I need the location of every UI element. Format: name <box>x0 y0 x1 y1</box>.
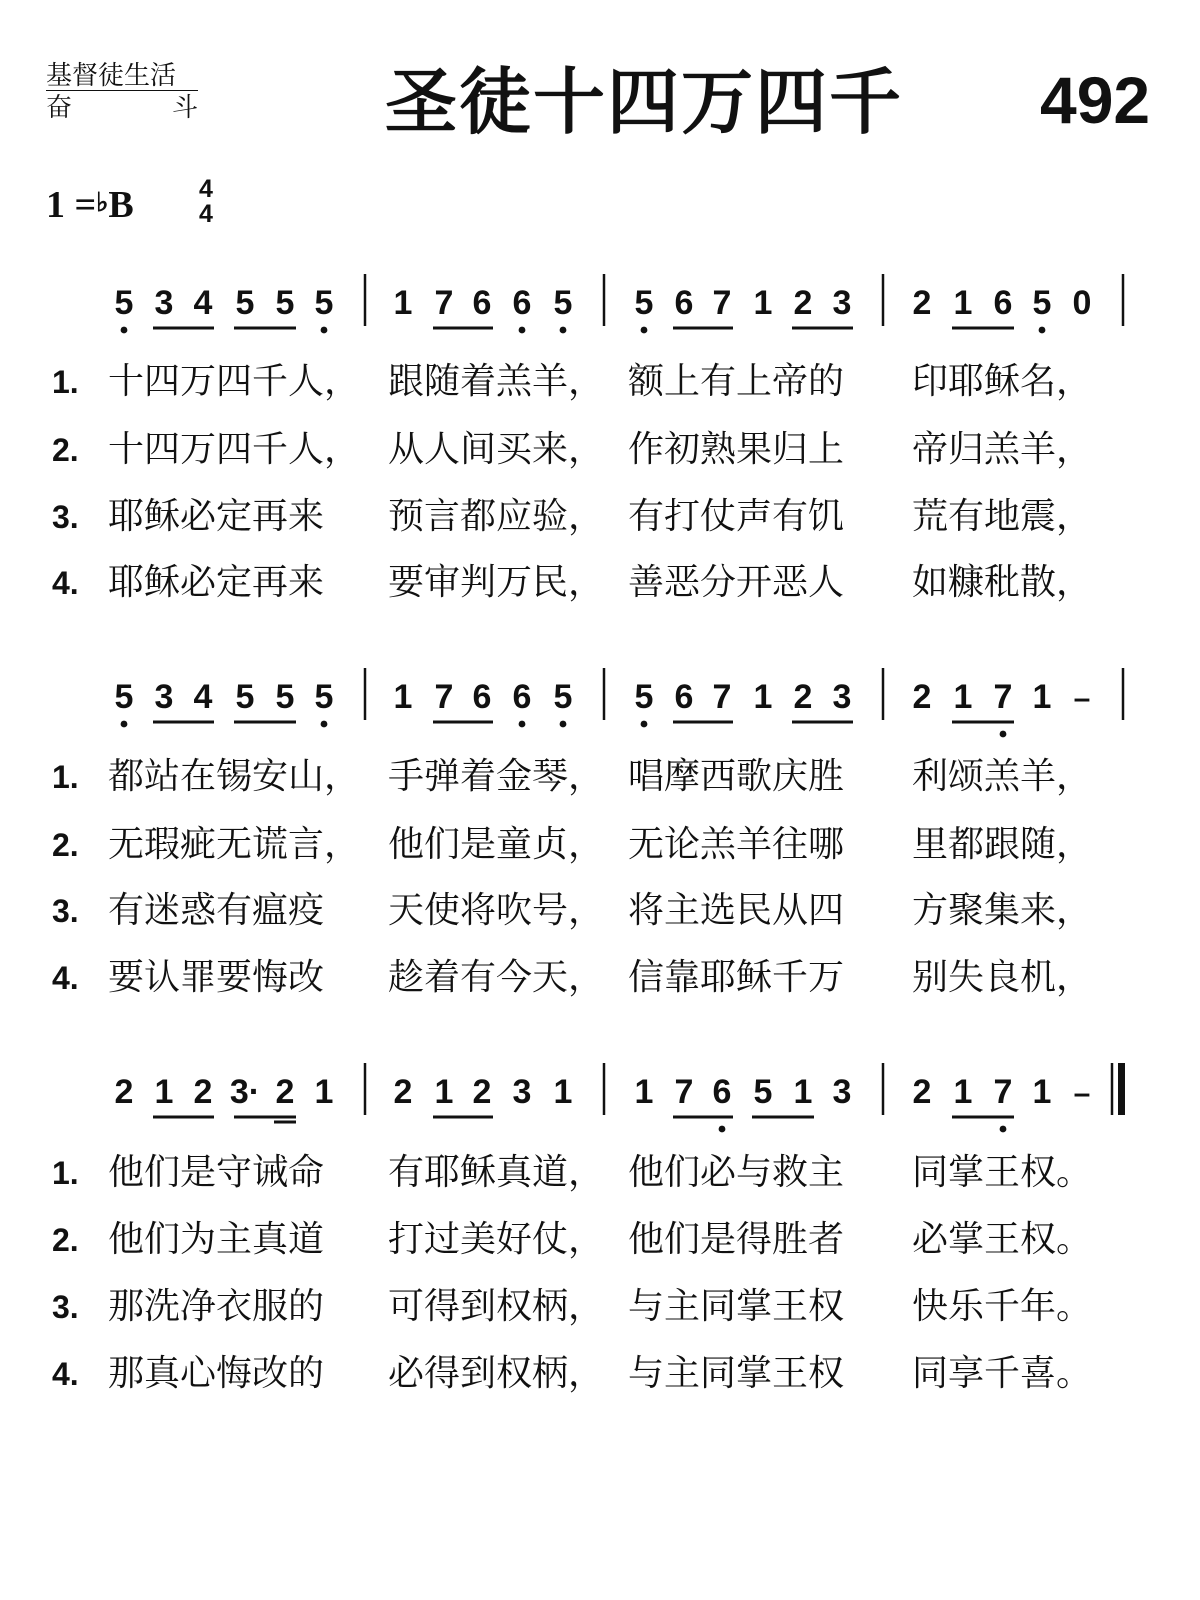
key-prefix: 1 = <box>46 184 97 226</box>
lyric-segment: 与主同掌王权 <box>628 1286 845 1327</box>
lyric-segment: 打过美好仗， <box>388 1219 605 1260</box>
verse-line-s3-v2 <box>52 1215 1172 1265</box>
note: 3 <box>512 1073 532 1111</box>
lyric-segment: 善恶分开恶人 <box>628 562 845 603</box>
note: 5 <box>275 678 295 716</box>
octave-dot <box>719 1126 726 1133</box>
sustain-dash: – <box>1073 1077 1091 1110</box>
lyric-segment: 无论羔羊往哪 <box>628 824 845 865</box>
lyric-segment: 那真心悔改的 <box>108 1353 325 1394</box>
note: 1 <box>314 1073 334 1111</box>
key-signature <box>46 183 134 231</box>
note: 1 <box>553 1073 573 1111</box>
sustain-dash: – <box>1073 682 1091 715</box>
note: 2 <box>912 284 932 322</box>
note: 5 <box>114 284 134 322</box>
lyric-segment: 都站在锡安山， <box>108 756 361 797</box>
lyric-segment: 十四万四千人， <box>108 361 361 402</box>
lyric-segment: 快乐千年。 <box>912 1286 1093 1327</box>
octave-dot <box>1000 731 1007 738</box>
note: 6 <box>674 284 694 322</box>
lyric-segment: 十四万四千人， <box>108 429 361 470</box>
notation-system-1 <box>0 268 1200 358</box>
hymn-title: 圣徒十四万四千 <box>385 60 904 144</box>
verse-number: 3. <box>52 1289 79 1325</box>
note: 6 <box>674 678 694 716</box>
note: 5 <box>753 1073 773 1111</box>
verse-number: 1. <box>52 364 79 400</box>
note: 2 <box>793 284 813 322</box>
note: 4 <box>193 678 213 716</box>
lyric-segment: 跟随着羔羊， <box>388 361 605 402</box>
note: 1 <box>393 678 413 716</box>
note: 7 <box>993 678 1013 716</box>
note: 1 <box>634 1073 654 1111</box>
note: 5 <box>114 678 134 716</box>
note: 2 <box>393 1073 413 1111</box>
note: 7 <box>712 284 732 322</box>
lyric-segment: 他们必与救主 <box>628 1152 845 1193</box>
note: 6 <box>712 1073 732 1111</box>
notation-staff-3 <box>0 1057 1200 1147</box>
verse-number: 2. <box>52 827 79 863</box>
note: 5 <box>275 284 295 322</box>
category-label: 基督徒生活 <box>46 62 198 91</box>
lyric-segment: 他们是得胜者 <box>628 1219 845 1260</box>
lyric-segment: 趁着有今天， <box>388 957 605 998</box>
time-signature-top: 4 <box>199 175 213 203</box>
note: 2 <box>472 1073 492 1111</box>
verse-number: 4. <box>52 565 79 601</box>
octave-dot <box>321 327 328 334</box>
note: 2 <box>912 678 932 716</box>
lyric-segment: 他们为主真道 <box>108 1219 325 1260</box>
lyric-segment: 他们是童贞， <box>388 824 605 865</box>
lyric-segment: 别失良机， <box>912 957 1093 998</box>
octave-dot <box>1000 1126 1007 1133</box>
lyric-segment: 同掌王权。 <box>912 1152 1093 1193</box>
lyric-segment: 利颂羔羊， <box>912 756 1093 797</box>
key-note: B <box>108 184 134 226</box>
note: 1 <box>753 678 773 716</box>
lyric-segment: 天使将吹号， <box>388 890 605 931</box>
lyric-segment: 将主选民从四 <box>628 890 845 931</box>
note: 3 <box>154 678 174 716</box>
lyric-segment: 方聚集来， <box>912 890 1093 931</box>
verse-line-s3-v4 <box>52 1349 1172 1399</box>
verse-number: 1. <box>52 759 79 795</box>
note: 2 <box>114 1073 134 1111</box>
verse-number: 4. <box>52 1356 79 1392</box>
lyric-segment: 耶稣必定再来 <box>108 562 325 603</box>
lyric-segment: 有打仗声有饥 <box>628 496 845 537</box>
lyric-segment: 印耶稣名， <box>912 361 1093 402</box>
verse-number: 3. <box>52 893 79 929</box>
lyric-segment: 有耶稣真道， <box>388 1152 605 1193</box>
lyric-segment: 可得到权柄， <box>388 1286 605 1327</box>
verse-number: 3. <box>52 499 79 535</box>
verse-line-s1-v1 <box>52 357 1172 407</box>
lyric-segment: 同享千喜。 <box>912 1353 1093 1394</box>
octave-dot <box>1039 327 1046 334</box>
note: 5 <box>314 678 334 716</box>
lyric-segment: 那洗净衣服的 <box>108 1286 325 1327</box>
note: 5 <box>235 678 255 716</box>
lyric-segment: 如糠秕散， <box>912 562 1093 603</box>
verse-line-s2-v2 <box>52 820 1172 870</box>
lyric-segment: 耶稣必定再来 <box>108 496 325 537</box>
lyric-segment: 唱摩西歌庆胜 <box>628 756 845 797</box>
note: 1 <box>793 1073 813 1111</box>
note: 5 <box>1032 284 1052 322</box>
octave-dot <box>321 721 328 728</box>
octave-dot <box>519 721 526 728</box>
note: 5 <box>553 678 573 716</box>
note: 2 <box>793 678 813 716</box>
lyric-segment: 里都跟随， <box>912 824 1093 865</box>
verse-line-s3-v3 <box>52 1282 1172 1332</box>
note: 6 <box>993 284 1013 322</box>
note: 6 <box>512 678 532 716</box>
note: 3 <box>832 284 852 322</box>
note: 7 <box>674 1073 694 1111</box>
lyric-segment: 要审判万民， <box>388 562 605 603</box>
verse-line-s2-v3 <box>52 886 1172 936</box>
notation-system-3 <box>0 1057 1200 1147</box>
verse-number: 2. <box>52 432 79 468</box>
note: 6 <box>472 678 492 716</box>
octave-dot <box>121 721 128 728</box>
note: 0 <box>1072 284 1092 322</box>
lyric-segment: 必掌王权。 <box>912 1219 1093 1260</box>
lyric-segment: 必得到权柄， <box>388 1353 605 1394</box>
note: 7 <box>434 284 454 322</box>
lyric-segment: 作初熟果归上 <box>628 429 845 470</box>
note: 3 <box>154 284 174 322</box>
verse-number: 2. <box>52 1222 79 1258</box>
lyric-segment: 手弹着金琴， <box>388 756 605 797</box>
octave-dot <box>121 327 128 334</box>
note: 2 <box>193 1073 213 1111</box>
octave-dot <box>641 327 648 334</box>
note: 1 <box>953 284 973 322</box>
subcategory-label <box>46 94 198 122</box>
note: 1 <box>753 284 773 322</box>
octave-dot <box>560 327 567 334</box>
octave-dot <box>519 327 526 334</box>
note: 5 <box>634 678 654 716</box>
note: 5 <box>634 284 654 322</box>
lyric-segment: 有迷惑有瘟疫 <box>108 890 325 931</box>
verse-line-s2-v1 <box>52 752 1172 802</box>
verse-line-s2-v4 <box>52 953 1172 1003</box>
lyric-segment: 无瑕疵无谎言， <box>108 824 361 865</box>
lyric-segment: 荒有地震， <box>912 496 1093 537</box>
note: 6 <box>512 284 532 322</box>
note: 1 <box>1032 1073 1052 1111</box>
note: 1 <box>393 284 413 322</box>
verse-line-s1-v2 <box>52 425 1172 475</box>
final-barline-thick <box>1118 1063 1125 1115</box>
lyric-segment: 从人间买来， <box>388 429 605 470</box>
verse-line-s3-v1 <box>52 1148 1172 1198</box>
note: 2 <box>912 1073 932 1111</box>
verse-line-s1-v3 <box>52 492 1172 542</box>
note: 7 <box>712 678 732 716</box>
note: 5 <box>314 284 334 322</box>
flat-sign-icon: ♭ <box>96 188 109 217</box>
time-signature <box>193 177 219 227</box>
notation-staff-1 <box>0 268 1200 358</box>
lyric-segment: 信靠耶稣千万 <box>628 957 845 998</box>
notation-staff-2 <box>0 662 1200 752</box>
lyric-segment: 与主同掌王权 <box>628 1353 845 1394</box>
note: 3 <box>832 678 852 716</box>
verse-number: 4. <box>52 960 79 996</box>
hymn-number: 492 <box>1040 63 1151 137</box>
note: 7 <box>434 678 454 716</box>
lyric-segment: 帝归羔羊， <box>912 429 1093 470</box>
note: 1 <box>154 1073 174 1111</box>
octave-dot <box>560 721 567 728</box>
lyric-segment: 他们是守诫命 <box>108 1152 325 1193</box>
verse-number: 1. <box>52 1155 79 1191</box>
note: 1 <box>434 1073 454 1111</box>
note: 5 <box>553 284 573 322</box>
note: 3· <box>229 1073 261 1111</box>
note: 1 <box>953 1073 973 1111</box>
time-signature-bottom: 4 <box>199 200 213 228</box>
lyric-segment: 预言都应验， <box>388 496 605 537</box>
octave-dot <box>641 721 648 728</box>
notation-system-2 <box>0 662 1200 752</box>
lyric-segment: 额上有上帝的 <box>628 361 845 402</box>
note: 7 <box>993 1073 1013 1111</box>
subcategory-char-1: 奋 <box>46 93 73 123</box>
verse-line-s1-v4 <box>52 558 1172 608</box>
note: 1 <box>953 678 973 716</box>
note: 2 <box>275 1073 295 1111</box>
note: 3 <box>832 1073 852 1111</box>
subcategory-char-2: 斗 <box>171 93 198 123</box>
note: 6 <box>472 284 492 322</box>
lyric-segment: 要认罪要悔改 <box>108 957 325 998</box>
note: 4 <box>193 284 213 322</box>
note: 1 <box>1032 678 1052 716</box>
note: 5 <box>235 284 255 322</box>
